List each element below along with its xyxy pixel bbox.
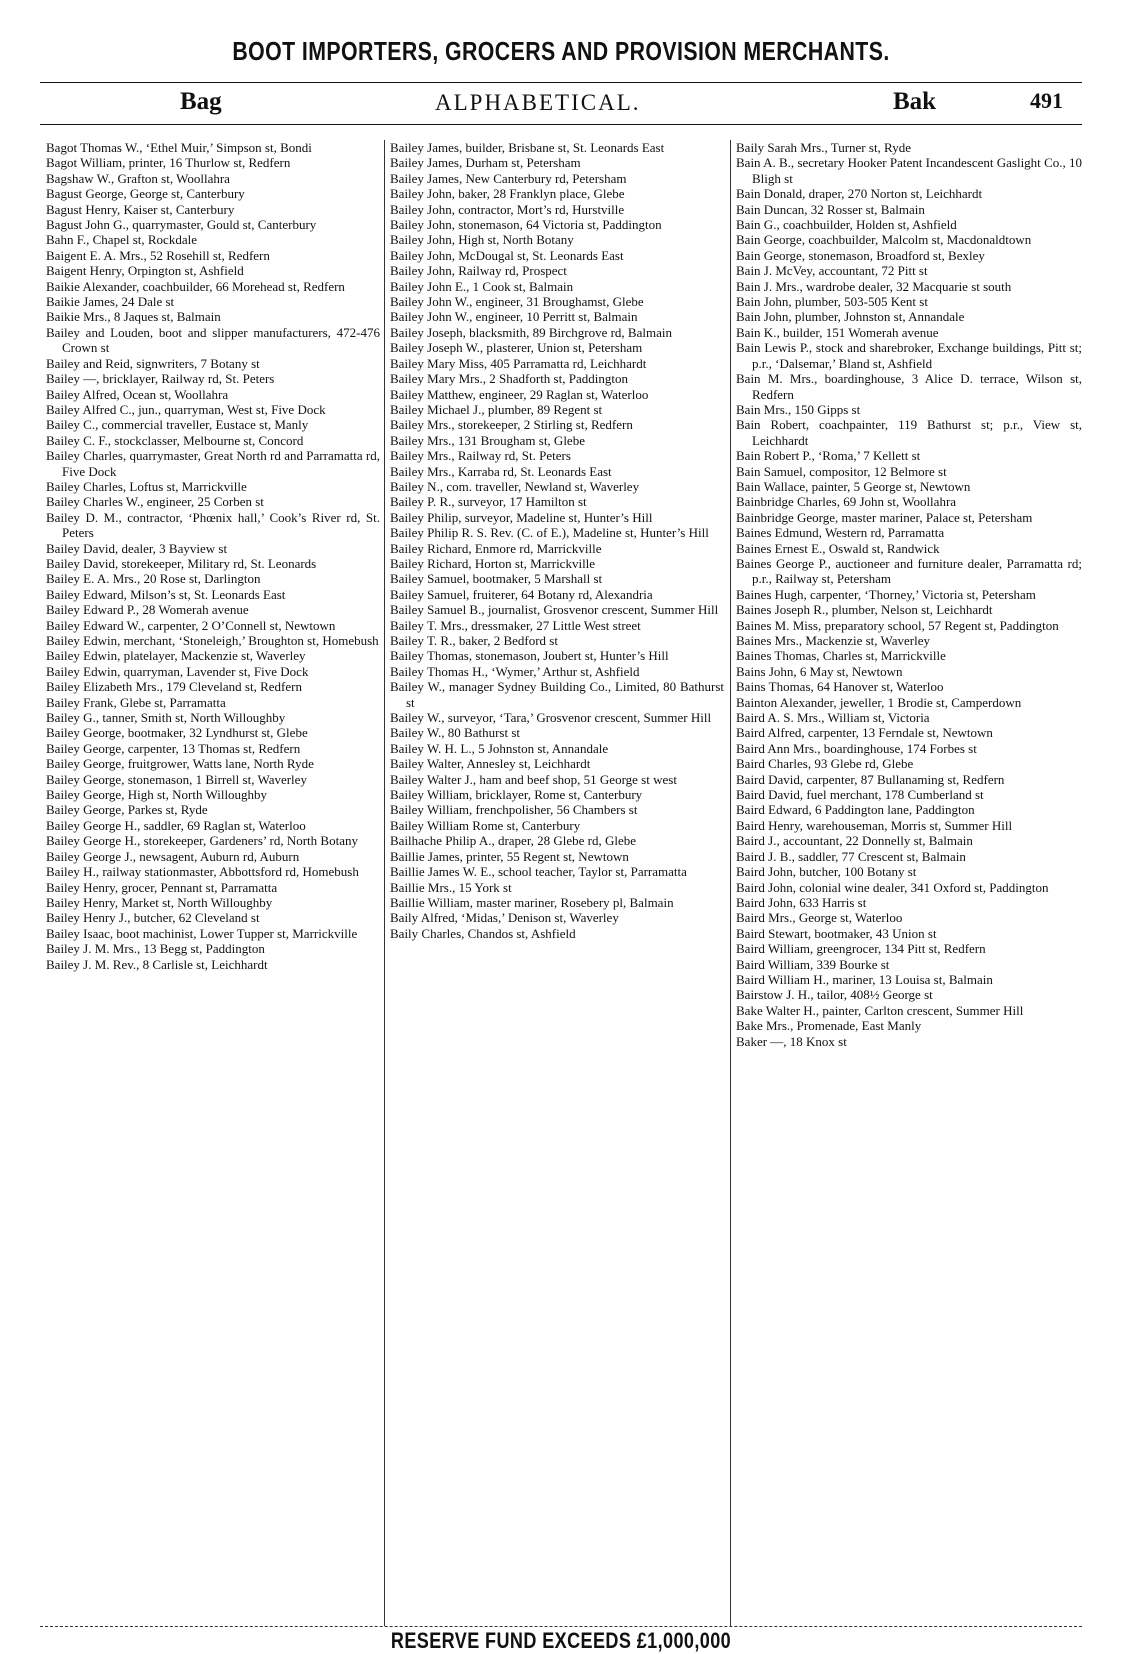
directory-entry: Bailey Alfred C., jun., quarryman, West st, Five Dock <box>46 401 326 417</box>
directory-entry: Bailey Mary Mrs., 2 Shadforth st, Paddington <box>390 371 628 387</box>
directory-entry: Bailey George, fruitgrower, Watts lane, North Ryde <box>46 756 314 772</box>
directory-entry: Baird Stewart, bootmaker, 43 Union st <box>736 925 937 941</box>
directory-entry: Bailey William, bricklayer, Rome st, Canterbury <box>390 787 643 803</box>
directory-entry: Bailey John W., engineer, 10 Perritt st, Balmain <box>390 309 638 325</box>
directory-entry: Bailey Elizabeth Mrs., 179 Cleveland st, Redfern <box>46 679 302 695</box>
directory-entry: Bailey Henry J., butcher, 62 Cleveland st <box>46 910 260 926</box>
directory-entry: Bahn F., Chapel st, Rockdale <box>46 232 197 248</box>
directory-entry: Bain Robert P., ‘Roma,’ 7 Kellett st <box>736 448 921 464</box>
directory-entry: Bain J. Mrs., wardrobe dealer, 32 Macquarie st south <box>736 278 1012 294</box>
directory-entry: Bagshaw W., Grafton st, Woollahra <box>46 170 230 186</box>
directory-entry: Baines Joseph R., plumber, Nelson st, Leichhardt <box>736 602 993 618</box>
directory-entry: Baird John, 633 Harris st <box>736 894 867 910</box>
directory-entry: Bailey George J., newsagent, Auburn rd, Auburn <box>46 848 300 864</box>
directory-entry: Baird David, carpenter, 87 Bullanaming st, Redfern <box>736 771 1005 787</box>
running-title: BOOT IMPORTERS, GROCERS AND PROVISION MERCHANTS. <box>232 36 890 66</box>
directory-entry: Bailey Samuel B., journalist, Grosvenor crescent, Summer Hill <box>390 602 719 618</box>
directory-entry: Bailey Mrs., 131 Brougham st, Glebe <box>390 432 585 448</box>
directory-entry: Bailey Charles, quarrymaster, Great North rd and Parramatta rd, Five Dock <box>46 448 380 479</box>
directory-entry: Bain Mrs., 150 Gipps st <box>736 401 861 417</box>
directory-entry: Baily Alfred, ‘Midas,’ Denison st, Waverley <box>390 910 619 926</box>
directory-entry: Bain J. McVey, accountant, 72 Pitt st <box>736 263 928 279</box>
directory-entry: Baines Ernest E., Oswald st, Randwick <box>736 540 940 556</box>
bottom-rule <box>40 1626 1082 1627</box>
directory-entry: Bain George, coachbuilder, Malcolm st, Macdonaldtown <box>736 232 1032 248</box>
directory-column-2 <box>390 140 724 1626</box>
directory-columns <box>46 140 1082 1626</box>
directory-entry: Bailey C. F., stockclasser, Melbourne st, Concord <box>46 432 304 448</box>
directory-entry: Bailey John E., 1 Cook st, Balmain <box>390 278 574 294</box>
directory-entry: Baines M. Miss, preparatory school, 57 Regent st, Paddington <box>736 617 1059 633</box>
directory-entry: Bailey Walter, Annesley st, Leichhardt <box>390 756 591 772</box>
directory-entry: Bain A. B., secretary Hooker Patent Incandescent Gaslight Co., 10 Bligh st <box>736 155 1082 186</box>
directory-entry: Baigent E. A. Mrs., 52 Rosehill st, Redfern <box>46 247 270 263</box>
directory-entry: Bailey John, baker, 28 Franklyn place, Glebe <box>390 186 625 202</box>
directory-entry: Bailey George, Parkes st, Ryde <box>46 802 208 818</box>
directory-entry: Bailey Philip, surveyor, Madeline st, Hunter’s Hill <box>390 509 653 525</box>
directory-entry: Bailey Richard, Horton st, Marrickville <box>390 555 596 571</box>
header-rule <box>40 124 1082 125</box>
directory-entry: Bake Mrs., Promenade, East Manly <box>736 1018 922 1034</box>
directory-entry: Bailey W., 80 Bathurst st <box>390 725 520 741</box>
directory-entry: Bain Donald, draper, 270 Norton st, Leichhardt <box>736 186 983 202</box>
directory-entry: Bailey Isaac, boot machinist, Lower Tupper st, Marrickville <box>46 925 358 941</box>
directory-entry: Bailey and Louden, boot and slipper manufacturers, 472-476 Crown st <box>46 324 380 356</box>
directory-entry: Bailey George, carpenter, 13 Thomas st, Redfern <box>46 740 301 756</box>
directory-entry: Bailey James, New Canterbury rd, Petersham <box>390 170 627 186</box>
directory-entry: Bailey George H., saddler, 69 Raglan st, Waterloo <box>46 817 306 833</box>
directory-entry: Bainbridge Charles, 69 John st, Woollahra <box>736 494 957 510</box>
directory-entry: Bailey J. M. Mrs., 13 Begg st, Paddington <box>46 941 265 957</box>
page-header <box>40 88 1082 122</box>
directory-entry: Baird John, colonial wine dealer, 341 Oxford st, Paddington <box>736 879 1049 895</box>
directory-entry: Bailey Michael J., plumber, 89 Regent st <box>390 401 603 417</box>
directory-entry: Bainbridge George, master mariner, Palace st, Petersham <box>736 509 1033 525</box>
directory-entry: Bailey Frank, Glebe st, Parramatta <box>46 694 226 710</box>
directory-entry: Bake Walter H., painter, Carlton crescent, Summer Hill <box>736 1002 1024 1018</box>
directory-entry: Bailey W., surveyor, ‘Tara,’ Grosvenor crescent, Summer Hill <box>390 710 712 726</box>
directory-entry: Bailey Alfred, Ocean st, Woollahra <box>46 386 229 402</box>
directory-entry: Bailey P. R., surveyor, 17 Hamilton st <box>390 494 587 510</box>
directory-entry: Baird Ann Mrs., boardinghouse, 174 Forbes st <box>736 740 977 756</box>
directory-entry: Baird Alfred, carpenter, 13 Ferndale st, Newtown <box>736 725 993 741</box>
directory-entry: Bailey Henry, grocer, Pennant st, Parramatta <box>46 879 278 895</box>
header-last-word: Bak <box>893 88 937 115</box>
directory-entry: Bailey Thomas H., ‘Wymer,’ Arthur st, Ashfield <box>390 663 640 679</box>
directory-entry: Bain Samuel, compositor, 12 Belmore st <box>736 463 947 479</box>
directory-entry: Baillie Mrs., 15 York st <box>390 879 512 895</box>
directory-entry: Bailey James, builder, Brisbane st, St. Leonards East <box>390 140 665 155</box>
directory-entry: Bailey Thomas, stonemason, Joubert st, Hunter’s Hill <box>390 648 669 664</box>
directory-entry: Bailey Edwin, platelayer, Mackenzie st, Waverley <box>46 648 306 664</box>
directory-entry: Baird David, fuel merchant, 178 Cumberland st <box>736 787 984 803</box>
directory-entry: Bailey Mrs., storekeeper, 2 Stirling st, Redfern <box>390 417 633 433</box>
directory-entry: Baines Edmund, Western rd, Parramatta <box>736 525 945 541</box>
directory-entry: Bailey and Reid, signwriters, 7 Botany st <box>46 355 260 371</box>
directory-entry: Baird J., accountant, 22 Donnelly st, Balmain <box>736 833 973 849</box>
directory-entry: Bailey John, High st, North Botany <box>390 232 574 248</box>
directory-entry: Baillie William, master mariner, Rosebery pl, Balmain <box>390 894 674 910</box>
directory-entry: Bailey G., tanner, Smith st, North Willoughby <box>46 710 286 726</box>
directory-entry: Bailey Mrs., Karraba rd, St. Leonards East <box>390 463 612 479</box>
directory-entry: Bagot William, printer, 16 Thurlow st, Redfern <box>46 155 291 171</box>
directory-entry: Bains John, 6 May st, Newtown <box>736 663 903 679</box>
directory-entry: Bailey Henry, Market st, North Willoughby <box>46 894 273 910</box>
directory-entry: Bagot Thomas W., ‘Ethel Muir,’ Simpson st, Bondi <box>46 140 312 155</box>
directory-entry: Baikie Mrs., 8 Jaques st, Balmain <box>46 309 221 325</box>
directory-entry: Bailey George H., storekeeper, Gardeners’ rd, North Botany <box>46 833 358 849</box>
column-divider <box>384 140 385 1626</box>
directory-entry: Bailey Edward P., 28 Womerah avenue <box>46 602 249 618</box>
directory-entry: Bain Robert, coachpainter, 119 Bathurst st; p.r., View st, Leichhardt <box>736 417 1082 448</box>
top-rule <box>40 82 1082 83</box>
directory-entry: Baily Charles, Chandos st, Ashfield <box>390 925 576 941</box>
directory-entry: Bain G., coachbuilder, Holden st, Ashfield <box>736 217 957 233</box>
page-number: 491 <box>1030 88 1063 113</box>
directory-entry: Baillie James W. E., school teacher, Taylor st, Parramatta <box>390 864 687 880</box>
directory-column-3 <box>736 140 1082 1626</box>
directory-entry: Bailey John, McDougal st, St. Leonards East <box>390 247 624 263</box>
directory-entry: Bailey George, bootmaker, 32 Lyndhurst st, Glebe <box>46 725 308 741</box>
directory-entry: Bailey E. A. Mrs., 20 Rose st, Darlington <box>46 571 261 587</box>
directory-entry: Bailey George, High st, North Willoughby <box>46 787 268 803</box>
directory-entry: Bailey N., com. traveller, Newland st, Waverley <box>390 478 640 494</box>
directory-entry: Bailey Charles, Loftus st, Marrickville <box>46 478 247 494</box>
directory-entry: Bailey C., commercial traveller, Eustace st, Manly <box>46 417 309 433</box>
directory-entry: Baigent Henry, Orpington st, Ashfield <box>46 263 244 279</box>
directory-entry: Bailey Mrs., Railway rd, St. Peters <box>390 448 571 464</box>
directory-entry: Bains Thomas, 64 Hanover st, Waterloo <box>736 679 944 695</box>
directory-entry: Bailey John, Railway rd, Prospect <box>390 263 567 279</box>
directory-entry: Bairstow J. H., tailor, 408½ George st <box>736 987 933 1003</box>
directory-entry: Bailey John, stonemason, 64 Victoria st, Paddington <box>390 217 662 233</box>
directory-entry: Bailey David, storekeeper, Military rd, St. Leonards <box>46 555 317 571</box>
directory-entry: Bailey Samuel, fruiterer, 64 Botany rd, Alexandria <box>390 586 653 602</box>
directory-entry: Baird Charles, 93 Glebe rd, Glebe <box>736 756 914 772</box>
directory-entry: Baird Mrs., George st, Waterloo <box>736 910 903 926</box>
directory-entry: Bailhache Philip A., draper, 28 Glebe rd, Glebe <box>390 833 637 849</box>
directory-entry: Baines George P., auctioneer and furniture dealer, Parramatta rd; p.r., Railway st, Petersham <box>736 555 1082 587</box>
directory-entry: Baines Mrs., Mackenzie st, Waverley <box>736 633 931 648</box>
directory-entry: Bailey T. Mrs., dressmaker, 27 Little West street <box>390 617 641 633</box>
directory-entry: Bailey William Rome st, Canterbury <box>390 817 581 833</box>
directory-entry: Baily Sarah Mrs., Turner st, Ryde <box>736 140 911 155</box>
directory-entry: Bailey Charles W., engineer, 25 Corben st <box>46 494 264 510</box>
directory-entry: Bailey Philip R. S. Rev. (C. of E.), Madeline st, Hunter’s Hill <box>390 525 709 541</box>
footer-advert: RESERVE FUND EXCEEDS £1,000,000 <box>390 1628 732 1653</box>
directory-entry: Bailey Edwin, merchant, ‘Stoneleigh,’ Broughton st, Homebush <box>46 633 379 648</box>
directory-entry: Bailey Matthew, engineer, 29 Raglan st, Waterloo <box>390 386 649 402</box>
directory-entry: Bailey John W., engineer, 31 Broughamst, Glebe <box>390 294 644 310</box>
directory-entry: Baird William, 339 Bourke st <box>736 956 890 972</box>
directory-entry: Bagust John G., quarrymaster, Gould st, Canterbury <box>46 217 317 233</box>
directory-entry: Bailey —, bricklayer, Railway rd, St. Peters <box>46 371 275 387</box>
directory-entry: Baikie James, 24 Dale st <box>46 294 175 310</box>
directory-entry: Bailey J. M. Rev., 8 Carlisle st, Leichhardt <box>46 956 268 972</box>
directory-entry: Baker —, 18 Knox st <box>736 1033 847 1049</box>
directory-entry: Bailey Mary Miss, 405 Parramatta rd, Leichhardt <box>390 355 647 371</box>
directory-entry: Bailey Richard, Enmore rd, Marrickville <box>390 540 602 556</box>
directory-entry: Bailey John, contractor, Mort’s rd, Hurstville <box>390 201 625 217</box>
directory-entry: Bailey James, Durham st, Petersham <box>390 155 581 171</box>
directory-entry: Bailey D. M., contractor, ‘Phœnix hall,’ Cook’s River rd, St. Peters <box>46 509 380 541</box>
directory-entry: Bailey Walter J., ham and beef shop, 51 George st west <box>390 771 677 787</box>
directory-entry: Bailey Samuel, bootmaker, 5 Marshall st <box>390 571 603 587</box>
directory-entry: Baird Edward, 6 Paddington lane, Paddington <box>736 802 975 818</box>
directory-entry: Bailey William, frenchpolisher, 56 Chambers st <box>390 802 638 818</box>
directory-column-1 <box>46 140 380 1626</box>
directory-entry: Bailey H., railway stationmaster, Abbottsford rd, Homebush <box>46 864 359 880</box>
directory-entry: Baird William, greengrocer, 134 Pitt st, Redfern <box>736 941 986 957</box>
directory-entry: Bailey David, dealer, 3 Bayview st <box>46 540 228 556</box>
directory-entry: Bain Lewis P., stock and sharebroker, Exchange buildings, Pitt st; p.r., ‘Dalsemar,’ Bland st, Ashfield <box>736 340 1082 371</box>
directory-entry: Bain M. Mrs., boardinghouse, 3 Alice D. terrace, Wilson st, Redfern <box>736 371 1082 402</box>
directory-entry: Bain K., builder, 151 Womerah avenue <box>736 324 939 340</box>
directory-entry: Baines Thomas, Charles st, Marrickville <box>736 648 946 664</box>
header-first-word: Bag <box>180 88 222 115</box>
header-section-title: ALPHABETICAL. <box>435 90 641 115</box>
directory-entry: Baird John, butcher, 100 Botany st <box>736 864 917 880</box>
directory-entry: Baird Henry, warehouseman, Morris st, Summer Hill <box>736 817 1013 833</box>
directory-entry: Bailey W., manager Sydney Building Co., Limited, 80 Bathurst st <box>390 679 724 710</box>
directory-entry: Bagust Henry, Kaiser st, Canterbury <box>46 201 235 217</box>
directory-entry: Baines Hugh, carpenter, ‘Thorney,’ Victoria st, Petersham <box>736 586 1036 602</box>
directory-entry: Baikie Alexander, coachbuilder, 66 Morehead st, Redfern <box>46 278 345 294</box>
directory-entry: Bailey George, stonemason, 1 Birrell st, Waverley <box>46 771 307 787</box>
directory-entry: Baillie James, printer, 55 Regent st, Newtown <box>390 848 629 864</box>
directory-entry: Bain John, plumber, Johnston st, Annandale <box>736 309 965 325</box>
directory-entry: Bailey Edward W., carpenter, 2 O’Connell st, Newtown <box>46 617 336 633</box>
directory-entry: Bailey Edwin, quarryman, Lavender st, Five Dock <box>46 663 309 679</box>
directory-entry: Bain George, stonemason, Broadford st, Bexley <box>736 247 985 263</box>
directory-entry: Bagust George, George st, Canterbury <box>46 186 245 202</box>
directory-entry: Bailey Joseph, blacksmith, 89 Birchgrove rd, Balmain <box>390 324 672 340</box>
directory-entry: Baird William H., mariner, 13 Louisa st, Balmain <box>736 971 993 987</box>
column-divider <box>730 140 731 1626</box>
directory-entry: Bailey Joseph W., plasterer, Union st, Petersham <box>390 340 643 356</box>
directory-entry: Bain John, plumber, 503-505 Kent st <box>736 294 928 310</box>
directory-entry: Baird J. B., saddler, 77 Crescent st, Balmain <box>736 848 966 864</box>
directory-entry: Bainton Alexander, jeweller, 1 Brodie st, Camperdown <box>736 694 1022 710</box>
directory-entry: Bailey T. R., baker, 2 Bedford st <box>390 633 558 648</box>
directory-entry: Bailey Edward, Milson’s st, St. Leonards East <box>46 586 286 602</box>
directory-entry: Bain Wallace, painter, 5 George st, Newtown <box>736 478 971 494</box>
directory-entry: Bain Duncan, 32 Rosser st, Balmain <box>736 201 925 217</box>
directory-entry: Baird A. S. Mrs., William st, Victoria <box>736 710 930 726</box>
directory-entry: Bailey W. H. L., 5 Johnston st, Annandale <box>390 740 609 756</box>
